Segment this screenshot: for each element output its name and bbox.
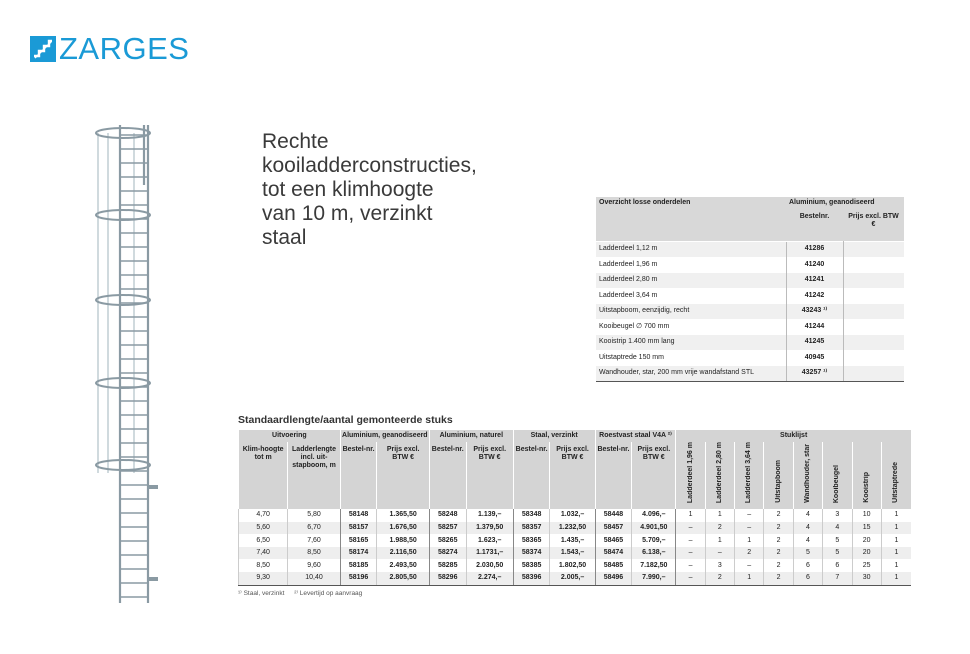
table-cell: 58285: [429, 559, 466, 572]
part-nr: 41244: [786, 319, 843, 335]
table-cell: 58357: [513, 522, 550, 535]
table-cell: 7.182,50: [632, 559, 676, 572]
part-price: [843, 257, 904, 273]
part-price: [843, 319, 904, 335]
table-cell: 7,40: [239, 547, 288, 560]
table-cell: 1.435,–: [550, 534, 595, 547]
table-cell: 4: [793, 534, 822, 547]
col-kooistrip: Kooistrip: [852, 442, 881, 509]
table-cell: 15: [852, 522, 881, 535]
table-cell: 2.005,–: [550, 572, 595, 585]
table-cell: 1: [705, 534, 734, 547]
table-cell: 2.274,–: [466, 572, 513, 585]
col-prijs: Prijs excl. BTW €: [466, 442, 513, 509]
part-nr: 41241: [786, 273, 843, 289]
table-cell: 1.232,50: [550, 522, 595, 535]
part-price: [843, 335, 904, 351]
col-prijs: Prijs excl. BTW €: [632, 442, 676, 509]
part-name: Ladderdeel 2,80 m: [596, 273, 786, 289]
part-price: [843, 350, 904, 366]
table-cell: 25: [852, 559, 881, 572]
footnotes: [238, 589, 370, 597]
table-cell: –: [676, 547, 705, 560]
zarges-logo: [30, 31, 190, 66]
group-alu-nat: Aluminium, naturel: [429, 430, 513, 442]
table-cell: 5: [823, 534, 852, 547]
title-line: van 10 m, verzinkt: [262, 202, 433, 225]
col-bestel: Bestel-nr.: [340, 442, 377, 509]
table-cell: 2: [705, 522, 734, 535]
part-price: [843, 242, 904, 258]
col-kooibeugel: Kooibeugel: [823, 442, 852, 509]
table-cell: 58165: [340, 534, 377, 547]
part-nr: 41242: [786, 288, 843, 304]
table-cell: 9,30: [239, 572, 288, 585]
table-cell: 58348: [513, 509, 550, 522]
table-cell: 1: [735, 572, 764, 585]
table-cell: 1.139,–: [466, 509, 513, 522]
table-cell: 2: [764, 559, 793, 572]
table-cell: 2: [764, 572, 793, 585]
table-row: [239, 572, 912, 585]
table-cell: 6,50: [239, 534, 288, 547]
table-cell: 3: [705, 559, 734, 572]
parts-header-left: Overzicht losse onderdelen: [596, 197, 786, 209]
table-cell: 6: [823, 559, 852, 572]
table-cell: 4: [793, 522, 822, 535]
table-cell: 58196: [340, 572, 377, 585]
part-name: Uitstaptrede 150 mm: [596, 350, 786, 366]
table-row: [239, 534, 912, 547]
cage-ladder-image: [90, 125, 170, 610]
col-klim: Klim-hoogte tot m: [239, 442, 288, 509]
table-cell: 1: [881, 522, 911, 535]
table-cell: 20: [852, 534, 881, 547]
standard-title: Standaardlengte/aantal gemonteerde stuks: [238, 414, 453, 426]
table-cell: 1: [881, 572, 911, 585]
col-prijs: Prijs excl. BTW €: [377, 442, 429, 509]
col-prijs: Prijs excl. BTW €: [550, 442, 595, 509]
table-cell: 58174: [340, 547, 377, 560]
table-cell: 1: [735, 534, 764, 547]
table-cell: 6: [793, 572, 822, 585]
title-line: kooiladderconstructies,: [262, 154, 477, 177]
table-cell: 58396: [513, 572, 550, 585]
title-line: Rechte: [262, 130, 329, 153]
table-cell: 1: [676, 509, 705, 522]
table-cell: –: [735, 522, 764, 535]
table-cell: 58374: [513, 547, 550, 560]
table-cell: 2: [764, 509, 793, 522]
table-row: [239, 509, 912, 522]
parts-row: [596, 273, 904, 289]
table-cell: 1.623,–: [466, 534, 513, 547]
col-wandhouder: Wandhouder, star: [793, 442, 822, 509]
table-cell: 1.676,50: [377, 522, 429, 535]
parts-header-right: Aluminium, geanodiseerd: [786, 197, 904, 209]
parts-col-prijs: Prijs excl. BTW €: [843, 209, 904, 242]
table-cell: 20: [852, 547, 881, 560]
table-cell: –: [676, 572, 705, 585]
table-cell: –: [676, 559, 705, 572]
brand-name: ZARGES: [59, 31, 190, 66]
table-row: [239, 547, 912, 560]
title-line: staal: [262, 226, 307, 249]
col-uitstapboom: Uitstapboom: [764, 442, 793, 509]
table-cell: 2: [764, 547, 793, 560]
table-cell: 1.032,–: [550, 509, 595, 522]
part-price: [843, 273, 904, 289]
table-cell: 1.1731,–: [466, 547, 513, 560]
table-cell: 1.802,50: [550, 559, 595, 572]
table-cell: 6: [793, 559, 822, 572]
table-cell: 2.116,50: [377, 547, 429, 560]
part-name: Wandhouder, star, 200 mm vrije wandafstand STL: [596, 366, 786, 382]
table-cell: 2.030,50: [466, 559, 513, 572]
table-cell: 1.365,50: [377, 509, 429, 522]
table-cell: 6.138,–: [632, 547, 676, 560]
table-cell: 7.990,–: [632, 572, 676, 585]
table-cell: 4,70: [239, 509, 288, 522]
parts-row: [596, 366, 904, 382]
table-cell: 7: [823, 572, 852, 585]
table-cell: 58296: [429, 572, 466, 585]
parts-table: [596, 197, 904, 382]
table-cell: 5,80: [288, 509, 340, 522]
part-nr: 41286: [786, 242, 843, 258]
group-staal: Staal, verzinkt: [513, 430, 595, 442]
table-row: [239, 559, 912, 572]
stairs-icon: [30, 36, 56, 62]
col-bestel: Bestel-nr.: [429, 442, 466, 509]
table-cell: 5: [823, 547, 852, 560]
part-name: Kooibeugel ∅ 700 mm: [596, 319, 786, 335]
part-nr: 41240: [786, 257, 843, 273]
table-cell: 2: [705, 572, 734, 585]
parts-row: [596, 288, 904, 304]
table-row: [239, 522, 912, 535]
table-cell: 2: [764, 534, 793, 547]
table-cell: 8,50: [288, 547, 340, 560]
part-price: [843, 366, 904, 382]
page-title: [262, 130, 562, 250]
part-nr: 40945: [786, 350, 843, 366]
parts-row: [596, 319, 904, 335]
parts-col-bestel: Bestelnr.: [786, 209, 843, 242]
table-cell: –: [676, 534, 705, 547]
part-name: Uitstapboom, eenzijdig, recht: [596, 304, 786, 320]
table-cell: 1: [881, 509, 911, 522]
table-cell: –: [735, 559, 764, 572]
table-cell: 5: [793, 547, 822, 560]
table-cell: 58474: [595, 547, 632, 560]
standard-table: [238, 430, 911, 586]
table-cell: 9,60: [288, 559, 340, 572]
part-name: Ladderdeel 1,96 m: [596, 257, 786, 273]
table-cell: 1.543,–: [550, 547, 595, 560]
part-price: [843, 288, 904, 304]
table-cell: 3: [823, 509, 852, 522]
parts-row: [596, 257, 904, 273]
table-cell: 1.379,50: [466, 522, 513, 535]
col-uitstaptrede: Uitstaptrede: [881, 442, 911, 509]
table-cell: –: [735, 509, 764, 522]
table-cell: –: [705, 547, 734, 560]
col-ld280: Ladderdeel 2,80 m: [705, 442, 734, 509]
table-cell: 2: [735, 547, 764, 560]
part-name: Ladderdeel 3,64 m: [596, 288, 786, 304]
table-cell: 1: [881, 534, 911, 547]
table-cell: 1: [705, 509, 734, 522]
part-nr: 41245: [786, 335, 843, 351]
table-cell: 58457: [595, 522, 632, 535]
table-cell: 4.096,–: [632, 509, 676, 522]
col-bestel: Bestel-nr.: [595, 442, 632, 509]
table-cell: 58365: [513, 534, 550, 547]
table-cell: 58485: [595, 559, 632, 572]
table-cell: 1.988,50: [377, 534, 429, 547]
table-cell: –: [676, 522, 705, 535]
table-cell: 58257: [429, 522, 466, 535]
table-cell: 4: [793, 509, 822, 522]
part-name: Kooistrip 1.400 mm lang: [596, 335, 786, 351]
table-cell: 4.901,50: [632, 522, 676, 535]
col-lengte: Ladderlengte incl. uit-stapboom, m: [288, 442, 340, 509]
part-nr: 43257 ¹⁾: [786, 366, 843, 382]
table-cell: 58448: [595, 509, 632, 522]
table-cell: 2: [764, 522, 793, 535]
table-cell: 1: [881, 547, 911, 560]
group-alu-anod: Aluminium, geanodiseerd: [340, 430, 429, 442]
part-price: [843, 304, 904, 320]
footnote: ²⁾ Levertijd op aanvraag: [294, 590, 363, 597]
footnote: ¹⁾ Staal, verzinkt: [238, 590, 285, 597]
table-cell: 8,50: [239, 559, 288, 572]
table-cell: 58248: [429, 509, 466, 522]
table-cell: 5,60: [239, 522, 288, 535]
part-name: Ladderdeel 1,12 m: [596, 242, 786, 258]
col-ld196: Ladderdeel 1,96 m: [676, 442, 705, 509]
table-cell: 58148: [340, 509, 377, 522]
table-cell: 1: [881, 559, 911, 572]
part-nr: 43243 ¹⁾: [786, 304, 843, 320]
parts-row: [596, 304, 904, 320]
table-cell: 2.805,50: [377, 572, 429, 585]
parts-row: [596, 242, 904, 258]
table-cell: 58157: [340, 522, 377, 535]
col-bestel: Bestel-nr.: [513, 442, 550, 509]
table-cell: 58265: [429, 534, 466, 547]
table-cell: 4: [823, 522, 852, 535]
table-cell: 58185: [340, 559, 377, 572]
parts-row: [596, 350, 904, 366]
table-cell: 5.709,–: [632, 534, 676, 547]
group-uitvoering: Uitvoering: [239, 430, 341, 442]
table-cell: 58465: [595, 534, 632, 547]
table-cell: 58385: [513, 559, 550, 572]
table-cell: 58274: [429, 547, 466, 560]
table-cell: 2.493,50: [377, 559, 429, 572]
table-cell: 58496: [595, 572, 632, 585]
group-rvs: Roestvast staal V4A ²⁾: [595, 430, 676, 442]
group-stuklijst: Stuklijst: [676, 430, 911, 442]
col-ld364: Ladderdeel 3,64 m: [735, 442, 764, 509]
table-cell: 6,70: [288, 522, 340, 535]
title-line: tot een klimhoogte: [262, 178, 434, 201]
parts-row: [596, 335, 904, 351]
table-cell: 10,40: [288, 572, 340, 585]
table-cell: 30: [852, 572, 881, 585]
table-cell: 10: [852, 509, 881, 522]
table-cell: 7,60: [288, 534, 340, 547]
